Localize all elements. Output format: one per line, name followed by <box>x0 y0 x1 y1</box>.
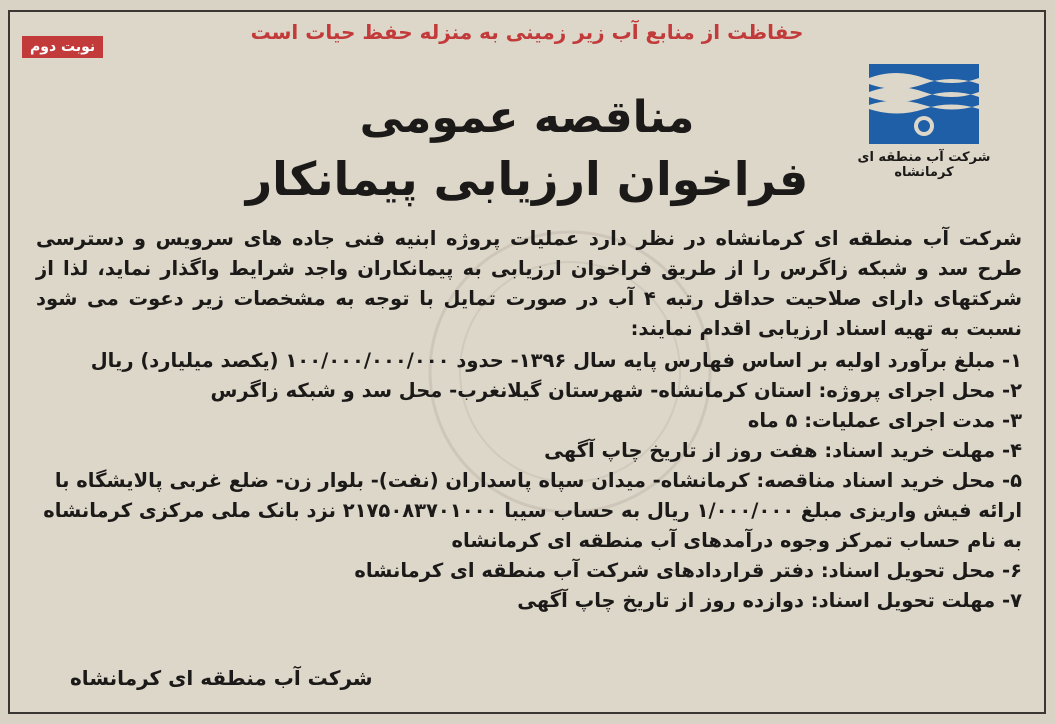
advertisement-page <box>8 10 1046 714</box>
list-item: ۵- محل خرید اسناد مناقصه: کرمانشاه- میدان سپاه پاسداران (نفت)- بلوار زن- ضلع غربی پالایشگاه با ارائه فیش واریزی مبلغ ۱/۰۰۰/۰۰۰ ریال به حساب سیبا ۲۱۷۵۰۸۳۷۰۱۰۰۰ نزد بانک ملی مرکزی کرمانشاه به نام حساب تمرکز وجوه درآمدهای آب منطقه ای کرمانشاه <box>43 469 1022 552</box>
list-item: ۷- مهلت تحویل اسناد: دوازده روز از تاریخ چاپ آگهی <box>517 589 1022 612</box>
company-logo-block <box>834 64 1014 180</box>
round-badge: نوبت دوم <box>22 36 103 58</box>
list-item: ۱- مبلغ برآورد اولیه بر اساس فهارس پایه سال ۱۳۹۶- حدود ۱۰۰/۰۰۰/۰۰۰/۰۰۰ (یکصد میلیارد) ریال <box>90 349 1022 372</box>
intro-paragraph: شرکت آب منطقه ای کرمانشاه در نظر دارد عملیات پروژه ابنیه فنی جاده های سرویس و دسترسی طرح سد و شبکه زاگرس را از طریق فراخوان ارزیابی به پیمانکاران واجد شرایط واگذار نماید، لذا از شرکتهای دارای صلاحیت حداقل رتبه ۴ آب در صورت تمایل با توجه به مشخصات زیر دعوت می شود نسبت به تهیه اسناد ارزیابی اقدام نمایند: <box>36 227 1023 340</box>
page-subtitle: فراخوان ارزیابی پیمانکار <box>245 152 809 206</box>
conditions-list <box>36 346 1022 616</box>
list-item: ۴- مهلت خرید اسناد: هفت روز از تاریخ چاپ آگهی <box>544 439 1022 462</box>
logo-caption: شرکت آب منطقه ای کرمانشاه <box>857 150 991 180</box>
header-slogan: حفاظت از منابع آب زیر زمینی به منزله حفظ حیات است <box>250 20 804 44</box>
list-item: ۲- محل اجرای پروژه: استان کرمانشاه- شهرستان گیلانغرب- محل سد و شبکه زاگرس <box>210 379 1022 402</box>
list-item: ۳- مدت اجرای عملیات: ۵ ماه <box>747 409 1022 432</box>
footer-signature: شرکت آب منطقه ای کرمانشاه <box>70 666 373 690</box>
page-title: مناقصه عمومی <box>359 92 695 143</box>
list-item: ۶- محل تحویل اسناد: دفتر قراردادهای شرکت آب منطقه ای کرمانشاه <box>354 559 1022 582</box>
water-logo-icon <box>869 64 979 144</box>
